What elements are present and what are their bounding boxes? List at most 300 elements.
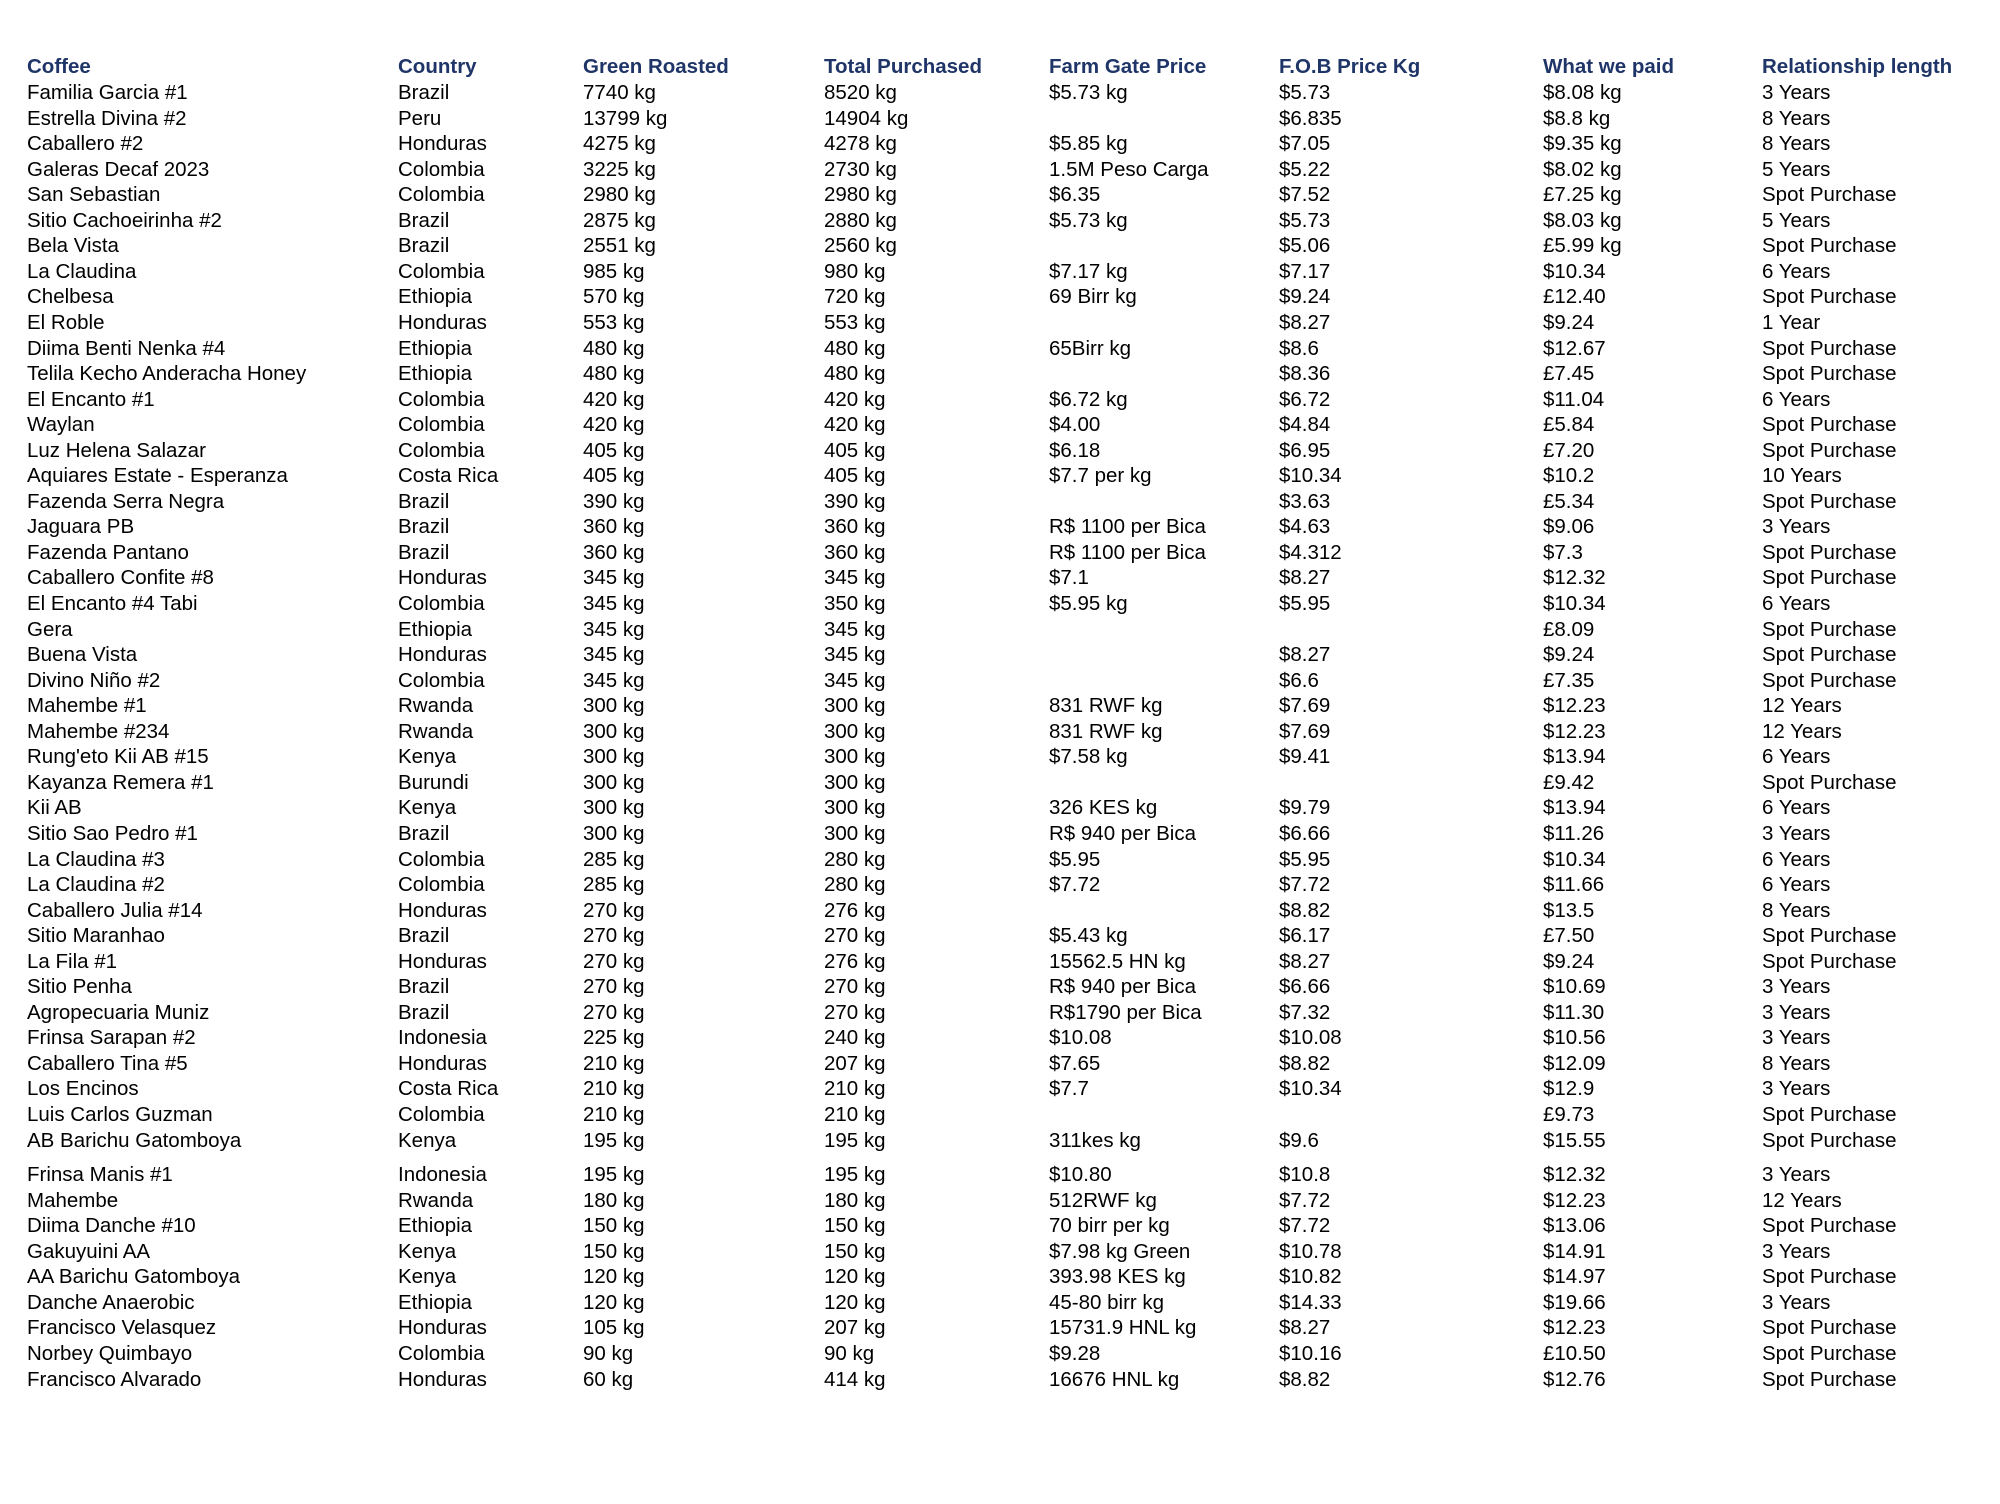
table-row: [0, 157, 2000, 183]
table-row: [0, 565, 2000, 591]
cell-total-purchased: 414 kg: [824, 1368, 886, 1391]
cell-relationship-length: Spot Purchase: [1762, 1265, 1897, 1288]
cell-green-roasted: 225 kg: [583, 1026, 645, 1049]
cell-fob-price: $9.24: [1279, 285, 1331, 308]
cell-what-we-paid: $12.23: [1543, 1316, 1606, 1339]
cell-total-purchased: 2730 kg: [824, 158, 897, 181]
cell-green-roasted: 270 kg: [583, 950, 645, 973]
header-country: Country: [398, 55, 477, 78]
cell-what-we-paid: $8.8 kg: [1543, 107, 1611, 130]
cell-coffee: Divino Niño #2: [27, 669, 161, 692]
cell-what-we-paid: $8.02 kg: [1543, 158, 1622, 181]
cell-total-purchased: 150 kg: [824, 1240, 886, 1263]
cell-country: Kenya: [398, 1240, 457, 1263]
cell-country: Brazil: [398, 490, 450, 513]
cell-fob-price: $7.72: [1279, 1214, 1331, 1237]
cell-country: Colombia: [398, 158, 485, 181]
cell-what-we-paid: $11.26: [1543, 822, 1605, 845]
cell-coffee: Los Encinos: [27, 1077, 139, 1100]
cell-country: Honduras: [398, 566, 487, 589]
cell-country: Kenya: [398, 745, 457, 768]
cell-what-we-paid: $10.34: [1543, 848, 1606, 871]
cell-total-purchased: 300 kg: [824, 694, 886, 717]
cell-farm-gate-price: $7.58 kg: [1049, 745, 1128, 768]
cell-green-roasted: 210 kg: [583, 1077, 645, 1100]
cell-coffee: Danche Anaerobic: [27, 1291, 195, 1314]
cell-total-purchased: 195 kg: [824, 1163, 886, 1186]
cell-green-roasted: 345 kg: [583, 566, 645, 589]
cell-farm-gate-price: $9.28: [1049, 1342, 1101, 1365]
cell-relationship-length: 10 Years: [1762, 464, 1842, 487]
cell-country: Ethiopia: [398, 1214, 473, 1237]
cell-coffee: Francisco Alvarado: [27, 1368, 202, 1391]
header-fob-price: F.O.B Price Kg: [1279, 55, 1421, 78]
cell-country: Honduras: [398, 311, 487, 334]
cell-total-purchased: 195 kg: [824, 1129, 886, 1152]
table-row: [0, 1128, 2000, 1154]
cell-relationship-length: Spot Purchase: [1762, 541, 1897, 564]
cell-country: Honduras: [398, 1368, 487, 1391]
cell-coffee: Waylan: [27, 413, 95, 436]
cell-relationship-length: 12 Years: [1762, 720, 1842, 743]
cell-total-purchased: 480 kg: [824, 362, 886, 385]
cell-total-purchased: 270 kg: [824, 975, 886, 998]
cell-total-purchased: 120 kg: [824, 1291, 886, 1314]
cell-relationship-length: Spot Purchase: [1762, 490, 1897, 513]
cell-total-purchased: 300 kg: [824, 745, 886, 768]
cell-relationship-length: 8 Years: [1762, 899, 1831, 922]
table-row: [0, 719, 2000, 745]
cell-total-purchased: 210 kg: [824, 1077, 886, 1100]
cell-country: Rwanda: [398, 720, 474, 743]
cell-coffee: Buena Vista: [27, 643, 138, 666]
cell-country: Ethiopia: [398, 1291, 473, 1314]
cell-country: Kenya: [398, 1265, 457, 1288]
cell-total-purchased: 405 kg: [824, 439, 886, 462]
cell-coffee: Familia Garcia #1: [27, 81, 188, 104]
cell-green-roasted: 2980 kg: [583, 183, 656, 206]
header-total-purchased: Total Purchased: [824, 55, 982, 78]
table-row: [0, 336, 2000, 362]
cell-green-roasted: 345 kg: [583, 643, 645, 666]
cell-total-purchased: 300 kg: [824, 771, 886, 794]
cell-country: Honduras: [398, 1316, 487, 1339]
cell-what-we-paid: $10.34: [1543, 592, 1606, 615]
cell-farm-gate-price: $4.00: [1049, 413, 1101, 436]
cell-what-we-paid: $12.67: [1543, 337, 1606, 360]
table-row: [0, 898, 2000, 924]
cell-green-roasted: 570 kg: [583, 285, 645, 308]
cell-fob-price: $8.82: [1279, 1368, 1331, 1391]
cell-green-roasted: 360 kg: [583, 541, 645, 564]
cell-country: Colombia: [398, 260, 485, 283]
cell-farm-gate-price: 65Birr kg: [1049, 337, 1132, 360]
cell-relationship-length: 3 Years: [1762, 1240, 1831, 1263]
cell-relationship-length: Spot Purchase: [1762, 950, 1897, 973]
cell-what-we-paid: $8.03 kg: [1543, 209, 1622, 232]
cell-country: Rwanda: [398, 1189, 474, 1212]
table-row: [0, 1239, 2000, 1265]
cell-green-roasted: 405 kg: [583, 464, 645, 487]
cell-fob-price: $9.6: [1279, 1129, 1319, 1152]
cell-what-we-paid: $10.56: [1543, 1026, 1606, 1049]
table-row: [0, 744, 2000, 770]
cell-fob-price: $5.06: [1279, 234, 1331, 257]
cell-country: Colombia: [398, 183, 485, 206]
cell-fob-price: $5.95: [1279, 592, 1331, 615]
cell-fob-price: $9.41: [1279, 745, 1331, 768]
cell-what-we-paid: $12.32: [1543, 566, 1606, 589]
cell-coffee: Chelbesa: [27, 285, 114, 308]
cell-total-purchased: 280 kg: [824, 848, 886, 871]
cell-country: Brazil: [398, 81, 450, 104]
cell-fob-price: $4.84: [1279, 413, 1331, 436]
cell-what-we-paid: £5.34: [1543, 490, 1595, 513]
table-row: [0, 1188, 2000, 1214]
cell-farm-gate-price: 831 RWF kg: [1049, 720, 1163, 743]
table-row: [0, 489, 2000, 515]
cell-green-roasted: 195 kg: [583, 1163, 645, 1186]
cell-fob-price: $8.27: [1279, 311, 1331, 334]
cell-what-we-paid: $19.66: [1543, 1291, 1606, 1314]
cell-farm-gate-price: R$ 940 per Bica: [1049, 975, 1197, 998]
cell-coffee: Mahembe #234: [27, 720, 170, 743]
cell-country: Brazil: [398, 975, 450, 998]
cell-coffee: Bela Vista: [27, 234, 119, 257]
cell-green-roasted: 150 kg: [583, 1240, 645, 1263]
cell-green-roasted: 195 kg: [583, 1129, 645, 1152]
cell-relationship-length: Spot Purchase: [1762, 1368, 1897, 1391]
cell-total-purchased: 300 kg: [824, 796, 886, 819]
cell-what-we-paid: $7.3: [1543, 541, 1583, 564]
cell-green-roasted: 2875 kg: [583, 209, 656, 232]
cell-total-purchased: 240 kg: [824, 1026, 886, 1049]
cell-green-roasted: 150 kg: [583, 1214, 645, 1237]
cell-farm-gate-price: 1.5M Peso Carga: [1049, 158, 1209, 181]
cell-green-roasted: 210 kg: [583, 1052, 645, 1075]
cell-green-roasted: 345 kg: [583, 592, 645, 615]
cell-coffee: Fazenda Pantano: [27, 541, 189, 564]
cell-fob-price: $6.6: [1279, 669, 1319, 692]
cell-relationship-length: Spot Purchase: [1762, 643, 1897, 666]
cell-farm-gate-price: $5.43 kg: [1049, 924, 1128, 947]
cell-green-roasted: 105 kg: [583, 1316, 645, 1339]
cell-relationship-length: Spot Purchase: [1762, 183, 1897, 206]
cell-fob-price: $10.08: [1279, 1026, 1342, 1049]
cell-green-roasted: 210 kg: [583, 1103, 645, 1126]
cell-what-we-paid: $12.23: [1543, 694, 1606, 717]
cell-country: Colombia: [398, 1103, 485, 1126]
cell-relationship-length: 8 Years: [1762, 132, 1831, 155]
cell-coffee: Francisco Velasquez: [27, 1316, 217, 1339]
cell-green-roasted: 300 kg: [583, 796, 645, 819]
cell-farm-gate-price: $7.17 kg: [1049, 260, 1128, 283]
cell-total-purchased: 207 kg: [824, 1052, 886, 1075]
cell-country: Ethiopia: [398, 285, 473, 308]
cell-total-purchased: 980 kg: [824, 260, 886, 283]
cell-coffee: Frinsa Manis #1: [27, 1163, 173, 1186]
table-row: [0, 1102, 2000, 1128]
cell-green-roasted: 390 kg: [583, 490, 645, 513]
cell-fob-price: $6.66: [1279, 822, 1331, 845]
cell-total-purchased: 4278 kg: [824, 132, 897, 155]
cell-relationship-length: 3 Years: [1762, 81, 1831, 104]
cell-coffee: Sitio Sao Pedro #1: [27, 822, 198, 845]
cell-green-roasted: 120 kg: [583, 1265, 645, 1288]
cell-farm-gate-price: 326 KES kg: [1049, 796, 1158, 819]
cell-coffee: Telila Kecho Anderacha Honey: [27, 362, 307, 385]
cell-total-purchased: 720 kg: [824, 285, 886, 308]
cell-coffee: El Encanto #4 Tabi: [27, 592, 198, 615]
cell-coffee: Kii AB: [27, 796, 82, 819]
cell-total-purchased: 420 kg: [824, 413, 886, 436]
cell-relationship-length: 3 Years: [1762, 1291, 1831, 1314]
table-row: [0, 795, 2000, 821]
cell-coffee: Estrella Divina #2: [27, 107, 187, 130]
cell-country: Honduras: [398, 899, 487, 922]
cell-relationship-length: Spot Purchase: [1762, 337, 1897, 360]
cell-farm-gate-price: $5.95: [1049, 848, 1101, 871]
cell-total-purchased: 360 kg: [824, 515, 886, 538]
cell-what-we-paid: £5.99 kg: [1543, 234, 1622, 257]
cell-relationship-length: 3 Years: [1762, 822, 1831, 845]
cell-total-purchased: 207 kg: [824, 1316, 886, 1339]
table-row: [0, 233, 2000, 259]
cell-green-roasted: 285 kg: [583, 848, 645, 871]
cell-coffee: Diima Benti Nenka #4: [27, 337, 226, 360]
cell-green-roasted: 480 kg: [583, 362, 645, 385]
cell-relationship-length: 1 Year: [1762, 311, 1821, 334]
cell-relationship-length: 5 Years: [1762, 209, 1831, 232]
cell-green-roasted: 300 kg: [583, 694, 645, 717]
cell-what-we-paid: $12.23: [1543, 1189, 1606, 1212]
cell-coffee: La Claudina #3: [27, 848, 165, 871]
cell-fob-price: $7.72: [1279, 873, 1331, 896]
cell-what-we-paid: £12.40: [1543, 285, 1606, 308]
cell-country: Brazil: [398, 1001, 450, 1024]
table-row: [0, 1162, 2000, 1188]
cell-country: Ethiopia: [398, 337, 473, 360]
cell-what-we-paid: $14.91: [1543, 1240, 1606, 1263]
cell-relationship-length: Spot Purchase: [1762, 618, 1897, 641]
cell-country: Colombia: [398, 388, 485, 411]
cell-farm-gate-price: $7.7: [1049, 1077, 1089, 1100]
cell-total-purchased: 345 kg: [824, 669, 886, 692]
table-row: [0, 208, 2000, 234]
cell-farm-gate-price: $5.73 kg: [1049, 209, 1128, 232]
cell-farm-gate-price: $10.08: [1049, 1026, 1112, 1049]
header-what-we-paid: What we paid: [1543, 55, 1674, 78]
cell-country: Colombia: [398, 669, 485, 692]
cell-total-purchased: 350 kg: [824, 592, 886, 615]
cell-farm-gate-price: 311kes kg: [1049, 1129, 1141, 1152]
cell-what-we-paid: £7.45: [1543, 362, 1595, 385]
cell-coffee: San Sebastian: [27, 183, 161, 206]
cell-farm-gate-price: 16676 HNL kg: [1049, 1368, 1180, 1391]
cell-green-roasted: 90 kg: [583, 1342, 634, 1365]
table-row: [0, 591, 2000, 617]
cell-country: Kenya: [398, 1129, 457, 1152]
cell-relationship-length: 6 Years: [1762, 745, 1831, 768]
cell-coffee: AB Barichu Gatomboya: [27, 1129, 242, 1152]
cell-country: Brazil: [398, 541, 450, 564]
table-row: [0, 80, 2000, 106]
cell-farm-gate-price: 45-80 birr kg: [1049, 1291, 1165, 1314]
cell-farm-gate-price: $5.73 kg: [1049, 81, 1128, 104]
cell-total-purchased: 8520 kg: [824, 81, 897, 104]
cell-fob-price: $6.66: [1279, 975, 1331, 998]
cell-total-purchased: 360 kg: [824, 541, 886, 564]
cell-green-roasted: 405 kg: [583, 439, 645, 462]
cell-farm-gate-price: $6.18: [1049, 439, 1101, 462]
cell-relationship-length: 12 Years: [1762, 1189, 1842, 1212]
cell-relationship-length: Spot Purchase: [1762, 285, 1897, 308]
cell-total-purchased: 2980 kg: [824, 183, 897, 206]
cell-country: Ethiopia: [398, 362, 473, 385]
cell-relationship-length: Spot Purchase: [1762, 413, 1897, 436]
table-row: [0, 412, 2000, 438]
cell-country: Kenya: [398, 796, 457, 819]
cell-country: Honduras: [398, 132, 487, 155]
cell-fob-price: $5.73: [1279, 209, 1331, 232]
cell-farm-gate-price: $7.65: [1049, 1052, 1101, 1075]
cell-relationship-length: 3 Years: [1762, 1001, 1831, 1024]
table-row: [0, 106, 2000, 132]
cell-what-we-paid: $12.32: [1543, 1163, 1606, 1186]
cell-coffee: Caballero #2: [27, 132, 144, 155]
cell-coffee: La Claudina #2: [27, 873, 165, 896]
cell-green-roasted: 60 kg: [583, 1368, 634, 1391]
cell-what-we-paid: £10.50: [1543, 1342, 1606, 1365]
cell-total-purchased: 150 kg: [824, 1214, 886, 1237]
cell-what-we-paid: $9.24: [1543, 311, 1595, 334]
cell-what-we-paid: $11.04: [1543, 388, 1605, 411]
cell-fob-price: $5.73: [1279, 81, 1331, 104]
cell-farm-gate-price: 69 Birr kg: [1049, 285, 1137, 308]
cell-coffee: Jaguara PB: [27, 515, 135, 538]
cell-farm-gate-price: R$ 940 per Bica: [1049, 822, 1197, 845]
cell-coffee: Norbey Quimbayo: [27, 1342, 193, 1365]
cell-what-we-paid: $10.2: [1543, 464, 1595, 487]
cell-fob-price: $8.82: [1279, 1052, 1331, 1075]
table-row: [0, 259, 2000, 285]
cell-farm-gate-price: R$ 1100 per Bica: [1049, 515, 1206, 538]
table-row: [0, 642, 2000, 668]
cell-farm-gate-price: $7.98 kg Green: [1049, 1240, 1191, 1263]
cell-relationship-length: 5 Years: [1762, 158, 1831, 181]
cell-fob-price: $10.34: [1279, 1077, 1342, 1100]
cell-country: Colombia: [398, 413, 485, 436]
cell-coffee: Luis Carlos Guzman: [27, 1103, 213, 1126]
cell-country: Costa Rica: [398, 464, 499, 487]
cell-country: Indonesia: [398, 1026, 487, 1049]
cell-coffee: La Claudina: [27, 260, 137, 283]
cell-country: Colombia: [398, 592, 485, 615]
cell-total-purchased: 405 kg: [824, 464, 886, 487]
cell-green-roasted: 270 kg: [583, 975, 645, 998]
table-row: [0, 1264, 2000, 1290]
cell-what-we-paid: $12.76: [1543, 1368, 1606, 1391]
cell-coffee: Caballero Confite #8: [27, 566, 214, 589]
header-farm-gate-price: Farm Gate Price: [1049, 55, 1207, 78]
cell-fob-price: $8.27: [1279, 566, 1331, 589]
cell-relationship-length: 6 Years: [1762, 873, 1831, 896]
cell-fob-price: $10.82: [1279, 1265, 1342, 1288]
cell-relationship-length: 3 Years: [1762, 515, 1831, 538]
table-row: [0, 821, 2000, 847]
cell-total-purchased: 14904 kg: [824, 107, 909, 130]
cell-relationship-length: 6 Years: [1762, 388, 1831, 411]
cell-coffee: Sitio Cachoeirinha #2: [27, 209, 222, 232]
cell-what-we-paid: £5.84: [1543, 413, 1595, 436]
cell-coffee: Fazenda Serra Negra: [27, 490, 225, 513]
cell-country: Brazil: [398, 924, 450, 947]
table-row: [0, 182, 2000, 208]
cell-country: Honduras: [398, 1052, 487, 1075]
header-coffee: Coffee: [27, 55, 91, 78]
cell-total-purchased: 276 kg: [824, 899, 886, 922]
cell-what-we-paid: $13.5: [1543, 899, 1595, 922]
cell-fob-price: $14.33: [1279, 1291, 1342, 1314]
table-row: [0, 387, 2000, 413]
cell-fob-price: $7.69: [1279, 720, 1331, 743]
cell-coffee: El Roble: [27, 311, 105, 334]
table-row: [0, 463, 2000, 489]
cell-farm-gate-price: 15562.5 HN kg: [1049, 950, 1186, 973]
cell-fob-price: $8.82: [1279, 899, 1331, 922]
cell-country: Brazil: [398, 515, 450, 538]
cell-farm-gate-price: R$ 1100 per Bica: [1049, 541, 1206, 564]
cell-country: Indonesia: [398, 1163, 487, 1186]
cell-relationship-length: Spot Purchase: [1762, 1103, 1897, 1126]
cell-fob-price: $4.63: [1279, 515, 1331, 538]
header-relationship-length: Relationship length: [1762, 55, 1953, 78]
cell-relationship-length: Spot Purchase: [1762, 1342, 1897, 1365]
cell-relationship-length: Spot Purchase: [1762, 234, 1897, 257]
cell-relationship-length: 3 Years: [1762, 1163, 1831, 1186]
cell-relationship-length: Spot Purchase: [1762, 1214, 1897, 1237]
cell-fob-price: $10.8: [1279, 1163, 1331, 1186]
cell-green-roasted: 300 kg: [583, 720, 645, 743]
cell-total-purchased: 345 kg: [824, 643, 886, 666]
cell-country: Costa Rica: [398, 1077, 499, 1100]
cell-fob-price: $8.27: [1279, 643, 1331, 666]
cell-relationship-length: Spot Purchase: [1762, 924, 1897, 947]
table-row: [0, 617, 2000, 643]
cell-fob-price: $7.17: [1279, 260, 1331, 283]
cell-what-we-paid: £7.35: [1543, 669, 1595, 692]
cell-fob-price: $8.27: [1279, 950, 1331, 973]
cell-fob-price: $6.835: [1279, 107, 1342, 130]
cell-farm-gate-price: $5.85 kg: [1049, 132, 1128, 155]
cell-relationship-length: Spot Purchase: [1762, 1129, 1897, 1152]
cell-what-we-paid: £8.09: [1543, 618, 1595, 641]
cell-green-roasted: 2551 kg: [583, 234, 656, 257]
cell-fob-price: $6.17: [1279, 924, 1331, 947]
cell-what-we-paid: $13.94: [1543, 745, 1606, 768]
table-row: [0, 1000, 2000, 1026]
cell-fob-price: $4.312: [1279, 541, 1342, 564]
cell-country: Peru: [398, 107, 442, 130]
table-row: [0, 1213, 2000, 1239]
table-row: [0, 310, 2000, 336]
cell-fob-price: $7.69: [1279, 694, 1331, 717]
cell-what-we-paid: $13.94: [1543, 796, 1606, 819]
cell-total-purchased: 270 kg: [824, 1001, 886, 1024]
table-row: [0, 514, 2000, 540]
table-row: [0, 1341, 2000, 1367]
cell-relationship-length: Spot Purchase: [1762, 566, 1897, 589]
